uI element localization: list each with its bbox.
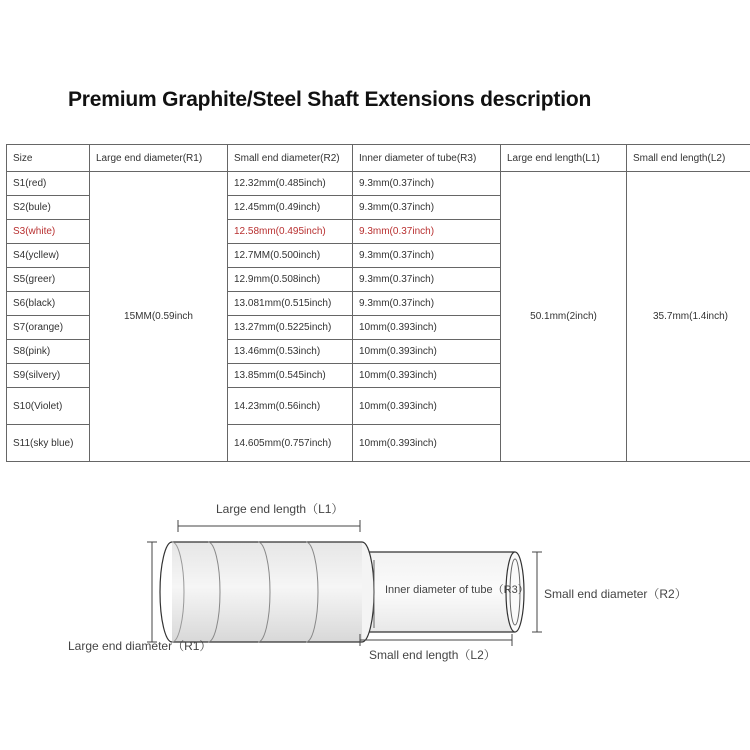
r1-dimension	[147, 542, 157, 642]
inner-diameter-cell: 9.3mm(0.37inch)	[353, 268, 501, 292]
size-cell: S6(black)	[7, 292, 90, 316]
header-inner-diameter: Inner diameter of tube(R3)	[353, 145, 501, 172]
inner-diameter-cell: 9.3mm(0.37inch)	[353, 292, 501, 316]
inner-diameter-cell: 9.3mm(0.37inch)	[353, 220, 501, 244]
table-header-row	[7, 145, 750, 172]
small-end-diameter-cell: 12.58mm(0.495inch)	[228, 220, 353, 244]
size-cell: S2(bule)	[7, 196, 90, 220]
small-end-diameter-cell: 12.9mm(0.508inch)	[228, 268, 353, 292]
small-end-diameter-cell: 14.605mm(0.757inch)	[228, 425, 353, 462]
size-cell: S3(white)	[7, 220, 90, 244]
inner-diameter-cell: 10mm(0.393inch)	[353, 340, 501, 364]
header-large-end-length: Large end length(L1)	[501, 145, 627, 172]
small-end-diameter-cell: 14.23mm(0.56inch)	[228, 388, 353, 425]
r1-label: Large end diameter（R1）	[68, 639, 212, 653]
inner-diameter-cell: 9.3mm(0.37inch)	[353, 172, 501, 196]
size-cell: S5(greer)	[7, 268, 90, 292]
size-cell: S9(silvery)	[7, 364, 90, 388]
small-end-diameter-cell: 12.7MM(0.500inch)	[228, 244, 353, 268]
size-cell: S8(pink)	[7, 340, 90, 364]
l1-dimension	[178, 520, 360, 532]
header-size: Size	[7, 145, 90, 172]
small-end-diameter-cell: 13.081mm(0.515inch)	[228, 292, 353, 316]
l1-label: Large end length（L1）	[216, 502, 344, 516]
small-end-diameter-cell: 13.46mm(0.53inch)	[228, 340, 353, 364]
r2-dimension	[532, 552, 542, 632]
small-end-length-cell: 35.7mm(1.4inch)	[627, 172, 750, 462]
l2-label: Small end length（L2）	[369, 648, 496, 662]
small-end-diameter-cell: 12.45mm(0.49inch)	[228, 196, 353, 220]
shaft-extension-diagram	[0, 490, 750, 690]
page-title: Premium Graphite/Steel Shaft Extensions description	[68, 88, 592, 111]
table-row	[7, 172, 750, 196]
inner-diameter-cell: 10mm(0.393inch)	[353, 425, 501, 462]
spec-table	[6, 144, 750, 462]
inner-diameter-cell: 10mm(0.393inch)	[353, 364, 501, 388]
size-cell: S10(Violet)	[7, 388, 90, 425]
small-end-diameter-cell: 12.32mm(0.485inch)	[228, 172, 353, 196]
r3-label: Inner diameter of tube（R3）	[385, 584, 529, 596]
r2-label: Small end diameter（R2）	[544, 587, 687, 601]
large-end-tube	[160, 542, 374, 642]
inner-diameter-cell: 9.3mm(0.37inch)	[353, 244, 501, 268]
header-large-end-diameter: Large end diameter(R1)	[90, 145, 228, 172]
small-end-diameter-cell: 13.27mm(0.5225inch)	[228, 316, 353, 340]
size-cell: S11(sky blue)	[7, 425, 90, 462]
large-end-length-cell: 50.1mm(2inch)	[501, 172, 627, 462]
size-cell: S7(orange)	[7, 316, 90, 340]
inner-diameter-cell: 9.3mm(0.37inch)	[353, 196, 501, 220]
small-end-diameter-cell: 13.85mm(0.545inch)	[228, 364, 353, 388]
size-cell: S1(red)	[7, 172, 90, 196]
inner-diameter-cell: 10mm(0.393inch)	[353, 316, 501, 340]
l2-dimension	[360, 634, 512, 646]
header-small-end-length: Small end length(L2)	[627, 145, 750, 172]
inner-diameter-cell: 10mm(0.393inch)	[353, 388, 501, 425]
header-small-end-diameter: Small end diameter(R2)	[228, 145, 353, 172]
size-cell: S4(ycllew)	[7, 244, 90, 268]
large-end-diameter-cell: 15MM(0.59inch	[90, 172, 228, 462]
